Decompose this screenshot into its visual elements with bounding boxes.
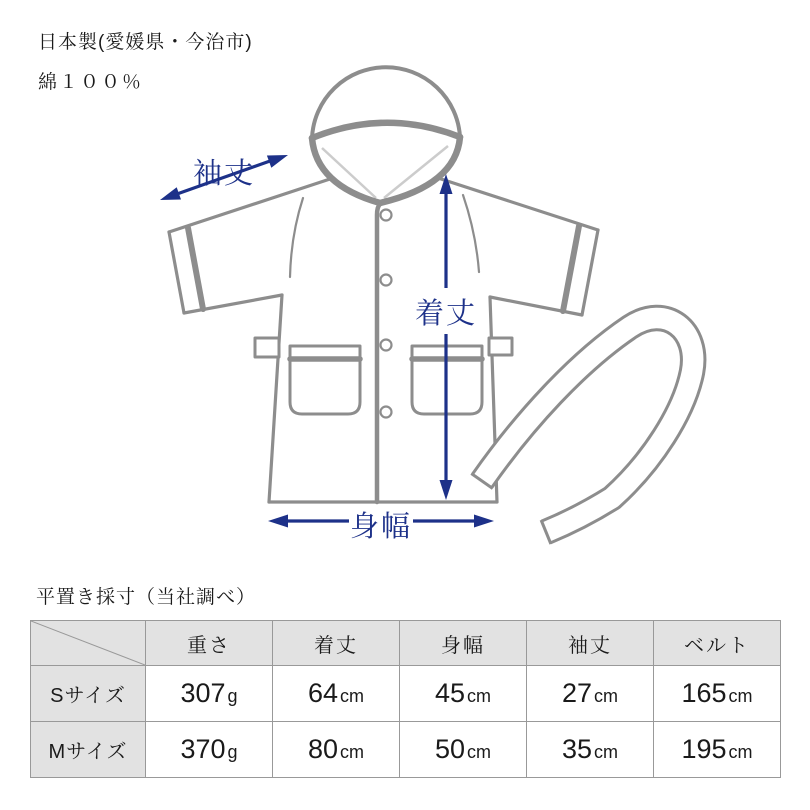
arrowhead (267, 155, 288, 168)
cell-m-sleeve: 35 cm (527, 722, 654, 778)
cell-s-length: 64 cm (273, 666, 400, 722)
size-table (30, 620, 781, 778)
cuff-left (169, 232, 184, 313)
cell-s-width: 45 cm (400, 666, 527, 722)
hood-rim-front (312, 123, 460, 138)
armhole-seam-left (290, 198, 303, 277)
shoulder-right (438, 178, 598, 230)
col-header-width: 身幅 (400, 621, 527, 666)
measure-note: 平置き採寸（当社調べ） (36, 587, 257, 608)
cuff-right (582, 230, 598, 315)
cuff-stripe-right (563, 226, 579, 311)
cuff-stripe-left (188, 228, 203, 309)
diagonal-line (31, 621, 145, 665)
arrowhead (474, 515, 494, 528)
table-row (31, 666, 781, 722)
material-text: 綿１００％ (38, 72, 144, 93)
arrowhead (268, 515, 288, 528)
buttons (381, 210, 392, 418)
col-header-length: 着丈 (273, 621, 400, 666)
cell-m-weight: 370 g (146, 722, 273, 778)
body-width-label: 身幅 (349, 511, 413, 543)
col-header-weight: 重さ (146, 621, 273, 666)
hood-inner-lines (322, 146, 448, 198)
belt-loop-right (489, 338, 512, 355)
col-header-belt: ベルト (654, 621, 781, 666)
cell-m-width: 50 cm (400, 722, 527, 778)
table-corner-cell (31, 621, 146, 666)
armhole-seam-right (463, 195, 479, 272)
arrowhead (160, 187, 181, 200)
table-header-row (31, 621, 781, 666)
body-length-label: 着丈 (414, 298, 478, 330)
cell-s-belt: 165 cm (654, 666, 781, 722)
body-side-left (269, 295, 282, 502)
cell-m-length: 80 cm (273, 722, 400, 778)
row-label-m: Mサイズ (31, 722, 146, 778)
sleeve-length-label: 袖丈 (192, 158, 256, 190)
col-header-sleeve: 袖丈 (527, 621, 654, 666)
button (381, 407, 392, 418)
measure-arrow-heads (160, 155, 494, 528)
belt-loop-left (255, 338, 279, 357)
table-row (31, 722, 781, 778)
arrowhead (440, 480, 453, 500)
pocket-left (290, 346, 360, 414)
made-in-text: 日本製(愛媛県・今治市) (38, 32, 253, 53)
sleeve-bottom-right (490, 297, 582, 315)
row-label-s: Sサイズ (31, 666, 146, 722)
button (381, 275, 392, 286)
cell-s-sleeve: 27 cm (527, 666, 654, 722)
cell-m-belt: 195 cm (654, 722, 781, 778)
button (381, 340, 392, 351)
cell-s-weight: 307 g (146, 666, 273, 722)
placket (377, 204, 380, 502)
button (381, 210, 392, 221)
